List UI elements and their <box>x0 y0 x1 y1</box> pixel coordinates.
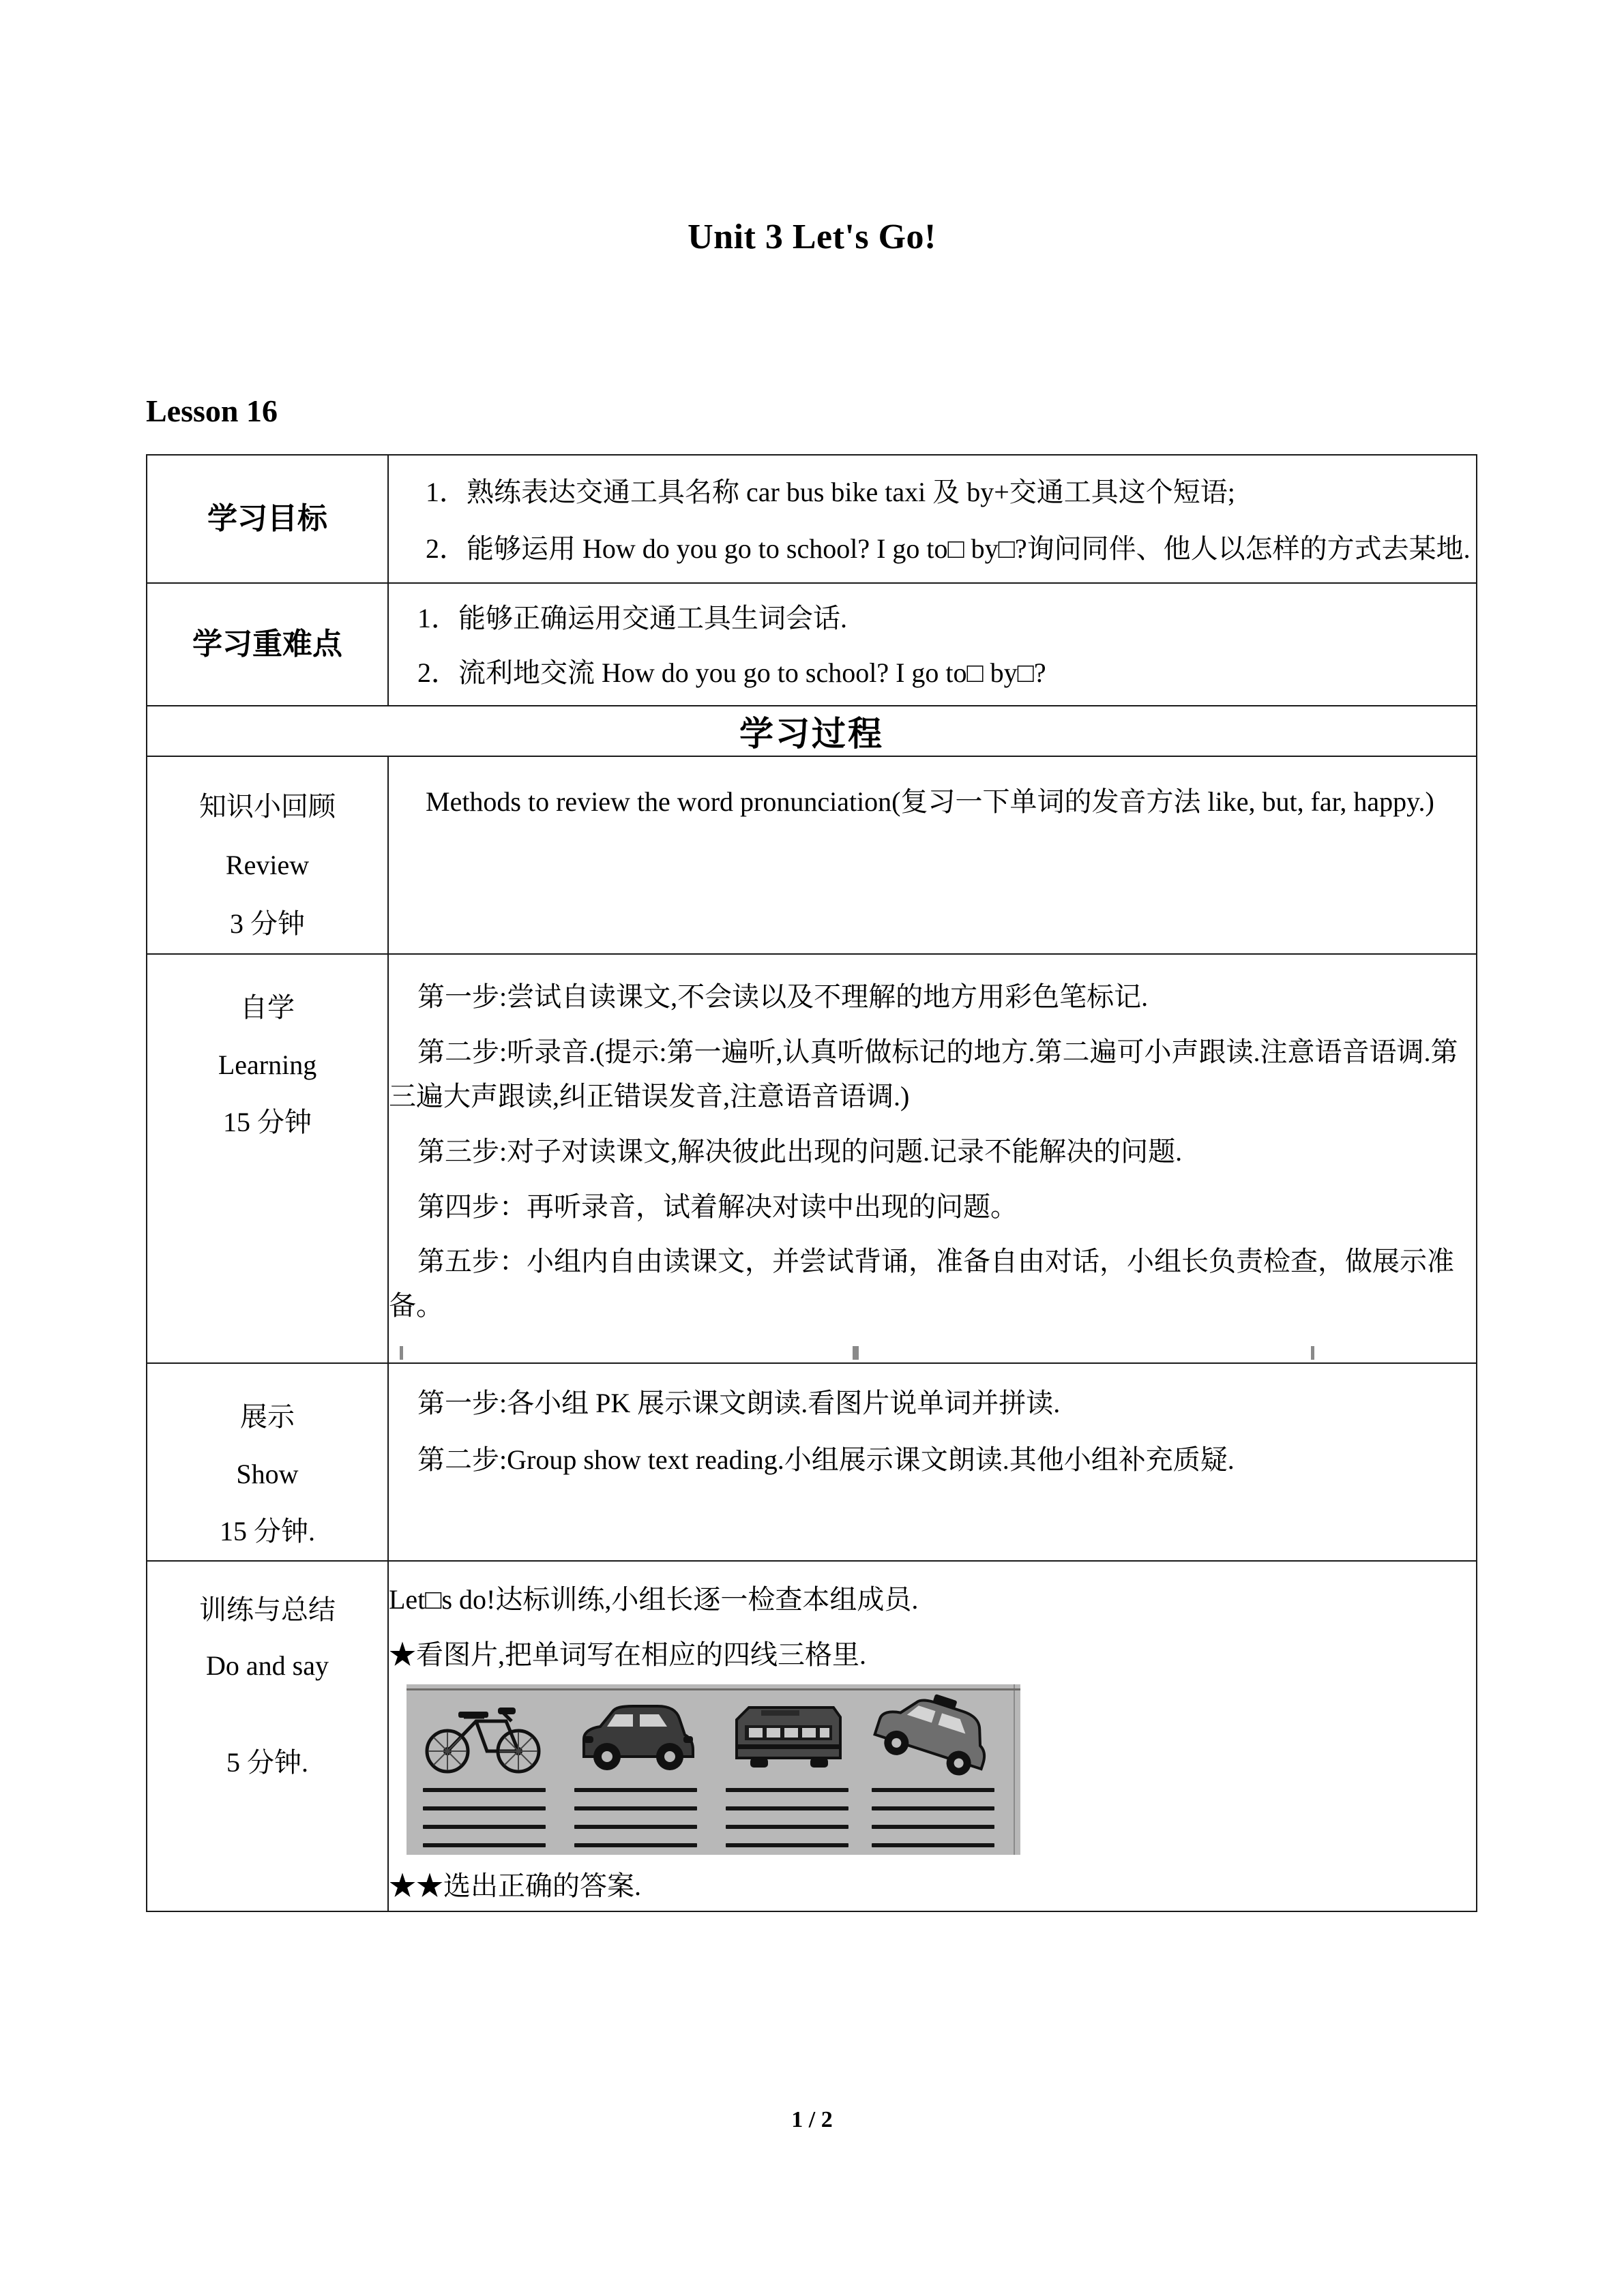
lesson-plan-table <box>146 454 1477 1912</box>
practice-duration: 5 分钟. <box>226 1746 308 1778</box>
worksheet-column-car <box>567 1694 704 1845</box>
learning-step-3: 第三步:对子对读课文,解决彼此出现的问题.记录不能解决的问题. <box>417 1135 1183 1167</box>
row-label-key-points: 学习重难点 <box>147 583 388 706</box>
worksheet-scan-image <box>407 1684 1020 1855</box>
table-row-section-header <box>147 706 1477 756</box>
table-row-review <box>147 756 1477 954</box>
key-point-item-1: 1．能够正确运用交通工具生词会话. <box>417 602 847 633</box>
objective-item-1: 1．熟练表达交通工具名称 car bus bike taxi 及 by+交通工具这个短语; <box>426 477 1235 507</box>
worksheet-right-edge <box>1014 1684 1015 1855</box>
row-body-review <box>388 756 1477 954</box>
show-step-2: 第二步:Group show text reading.小组展示课文朗读.其他小组补充质疑. <box>417 1444 1235 1475</box>
review-label-en: Review <box>225 850 310 881</box>
lesson-heading: Lesson 16 <box>146 393 278 428</box>
practice-label-spacer <box>147 1694 387 1735</box>
row-label-review <box>147 756 388 954</box>
car-icon <box>567 1694 704 1778</box>
learning-step-5: 第五步：小组内自由读课文，并尝试背诵，准备自由对话，小组长负责检查，做展示准备。 <box>389 1246 1454 1322</box>
table-row-learning <box>147 954 1477 1363</box>
learning-step-1: 第一步:尝试自读课文,不会读以及不理解的地方用彩色笔标记. <box>417 981 1149 1013</box>
review-label-cn: 知识小回顾 <box>199 791 336 822</box>
practice-task-2: ★★选出正确的答案. <box>389 1870 641 1901</box>
learning-step-2: 第二步:听录音.(提示:第一遍听,认真听做标记的地方.第二遍可小声跟读.注意语音语调.第三遍大声跟读,纠正错误发音,注意语音语调.) <box>389 1037 1458 1112</box>
review-duration: 3 分钟 <box>230 908 305 940</box>
page-title: Unit 3 Let's Go! <box>688 218 936 256</box>
table-row-key-points <box>147 583 1477 706</box>
show-label-cn: 展示 <box>240 1401 295 1432</box>
row-body-key-points <box>388 583 1477 706</box>
bicycle-icon <box>416 1694 552 1778</box>
objective-item-2: 2．能够运用 How do you go to school? I go to□ by□?询问同伴、他人以怎样的方式去某地. <box>426 533 1471 564</box>
practice-label-cn: 训练与总结 <box>199 1594 336 1625</box>
learning-duration: 15 分钟 <box>223 1107 312 1138</box>
writing-lines-taxi <box>872 1788 994 1855</box>
table-row-objectives <box>147 455 1477 583</box>
table-row-show <box>147 1363 1477 1561</box>
row-body-practice <box>388 1561 1477 1911</box>
learning-label-en: Learning <box>218 1049 317 1081</box>
learning-step-4: 第四步：再听录音，试着解决对读中出现的问题。 <box>417 1191 1018 1222</box>
show-label-en: Show <box>236 1458 299 1489</box>
worksheet-top-edge <box>407 1688 1020 1690</box>
worksheet-column-bicycle <box>416 1694 552 1845</box>
row-label-objectives: 学习目标 <box>147 455 388 583</box>
taxi-icon <box>865 1694 1001 1778</box>
bus-icon <box>719 1694 855 1778</box>
worksheet-column-bus <box>719 1694 855 1845</box>
show-duration: 15 分钟. <box>220 1515 315 1547</box>
key-point-item-2: 2．流利地交流 How do you go to school? I go to□ by□? <box>417 657 1046 688</box>
row-label-learning <box>147 954 388 1363</box>
section-header-process: 学习过程 <box>147 706 1477 756</box>
row-body-show <box>388 1363 1477 1561</box>
learning-label-cn: 自学 <box>240 992 295 1024</box>
show-step-1: 第一步:各小组 PK 展示课文朗读.看图片说单词并拼读. <box>417 1387 1061 1418</box>
row-body-learning <box>388 954 1477 1363</box>
page-number-footer: 1 / 2 <box>791 2107 833 2132</box>
scan-artifact-marks <box>389 1339 1476 1362</box>
writing-lines-bicycle <box>423 1788 546 1855</box>
writing-lines-bus <box>726 1788 848 1855</box>
table-row-practice <box>147 1561 1477 1911</box>
row-label-practice <box>147 1561 388 1911</box>
review-text: Methods to review the word pronunciation(复习一下单词的发音方法 like, but, far, happy.) <box>426 786 1434 818</box>
practice-task-1: ★看图片,把单词写在相应的四线三格里. <box>389 1639 866 1670</box>
practice-label-en: Do and say <box>206 1650 329 1681</box>
row-body-objectives <box>388 455 1477 583</box>
worksheet-column-taxi <box>865 1694 1001 1845</box>
row-label-show <box>147 1363 388 1561</box>
practice-instruction: Let□s do!达标训练,小组长逐一检查本组成员. <box>389 1583 919 1615</box>
writing-lines-car <box>574 1788 697 1855</box>
